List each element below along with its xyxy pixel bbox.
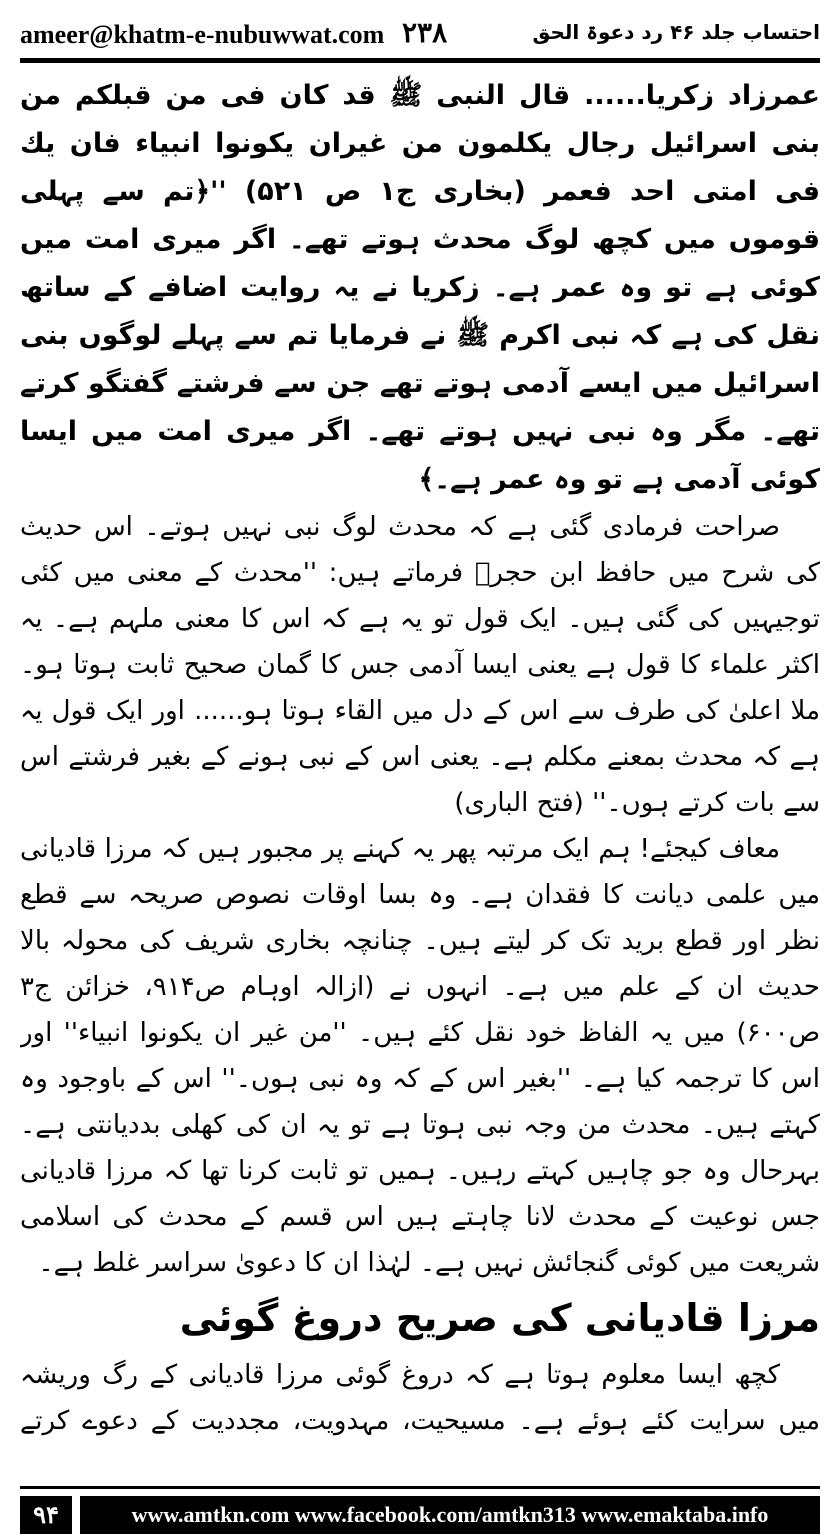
paragraph-apology: معاف کیجئے! ہم ایک مرتبہ پھر یہ کہنے پر مجبور ہیں کہ مرزا قادیانی میں علمی دیانت کا فقدان ہے۔ وہ بسا اوقات نصوص صریحہ سے قطع نظر اور قطع برید تک کر لیتے ہیں۔ چنانچہ بخاری شریف کی محولہ بالا حدیث ان کے علم میں ہے۔ انہوں نے (ازالہ اوہام ص۹۱۴، خزائن ج۳ ص۶۰۰) میں یہ الفاظ خود نقل کئے ہیں۔ ''من غیر ان یکونوا انبیاء'' اور اس کا ترجمہ کیا ہے۔ ''بغیر اس کے کہ وہ نبی ہوں۔'' اس کے باوجود وہ کہتے ہیں۔ محدث من وجہ نبی ہوتا ہے تو یہ ان کی کھلی بددیانتی ہے۔ بہرحال وہ جو چاہیں کہتے رہیں۔ ہمیں تو ثابت کرنا تھا کہ مرزا قادیانی جس نوعیت کے محدث لانا چاہتے ہیں اس قسم کے محدث کی اسلامی شریعت میں کوئی گنجائش نہیں ہے۔ لہٰذا ان کا دعویٰ سراسر غلط ہے۔ (20, 834, 820, 1278)
page-header (20, 14, 820, 54)
section-heading: مرزا قادیانی کی صریح دروغ گوئی (179, 1296, 820, 1340)
page-footer (0, 1486, 840, 1540)
header-email: ameer@khatm-e-nubuwwat.com (20, 20, 385, 49)
header-book-title: احتساب جلد ۴۶ رد دعوۃ الحق (532, 20, 820, 44)
paragraph-hadith (20, 72, 820, 504)
paragraph-ibn-hajar: صراحت فرمادی گئی ہے کہ محدث لوگ نبی نہیں ہوتے۔ اس حدیث کی شرح میں حافظ ابن حجرؒ فرماتے ہیں: ''محدث کے معنی میں کئی توجیہیں کی گئی ہیں۔ ایک قول تو یہ ہے کہ اس کا معنی ملہم ہے۔ یہ اکثر علماء کا قول ہے یعنی ایسا آدمی جس کا گمان صحیح ثابت ہوتا ہو۔ ملا اعلیٰ کی طرف سے اس کے دل میں القاء ہوتا ہو...... اور ایک قول یہ ہے کہ محدث بمعنے مکلم ہے۔ یعنی اس کے نبی ہونے کے بغیر فرشتے اس سے بات کرتے ہوں۔'' (فتح الباری) (20, 512, 820, 818)
footer-rule (20, 1486, 820, 1489)
hadith-text: عمرزاد زکریا...... قال النبی ﷺ قد کان فی من قبلکم من بنی اسرائیل رجال یکلمون من غیران یکونوا انبیاء فان یك فی امتی احد فعمر (بخاری ج۱ ص ۵۲۱) ''﴿تم سے پہلی قوموں میں کچھ لوگ محدث ہوتے تھے۔ اگر میری امت میں کوئی ہے تو وہ عمر ہے۔ زکریا نے یہ روایت اضافے کے ساتھ نقل کی ہے کہ نبی اکرم ﷺ نے فرمایا تم سے پہلے لوگوں بنی اسرائیل میں ایسے آدمی ہوتے تھے جن سے فرشتے گفتگو کرتے تھے۔ مگر وہ نبی نہیں ہوتے تھے۔ اگر میری امت میں ایسا کوئی آدمی ہے تو وہ عمر ہے۔﴾ (20, 80, 820, 495)
footer-websites: www.amtkn.com www.facebook.com/amtkn313 www.emaktaba.info (80, 1496, 820, 1534)
page-body (20, 72, 820, 1452)
header-page-number: ۲۳۸ (402, 16, 448, 49)
paragraph-falsehood: کچھ ایسا معلوم ہوتا ہے کہ دروغ گوئی مرزا قادیانی کے رگ وریشہ میں سرایت کئے ہوئے ہے۔ مسیحیت، مہدویت، مجددیت کے دعوے کرتے (20, 1360, 820, 1436)
footer-page-number: ۹۴ (20, 1496, 72, 1534)
header-rule (20, 58, 820, 63)
